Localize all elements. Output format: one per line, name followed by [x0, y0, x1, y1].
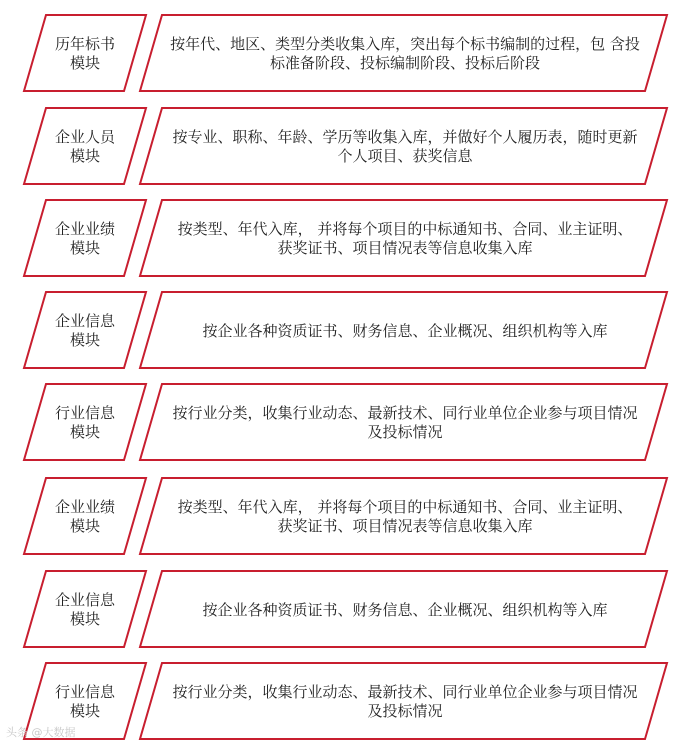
module-label: 企业信息模块 — [54, 591, 115, 628]
module-label: 企业业绩模块 — [54, 220, 115, 257]
module-desc-box — [148, 478, 662, 556]
module-desc: 按专业、职称、年龄、学历等收集入库，并做好个人履历表，随时更新个人项目、获奖信息 — [172, 128, 638, 165]
module-label: 企业信息模块 — [54, 312, 115, 349]
module-label-box — [24, 15, 146, 93]
module-label: 企业业绩模块 — [54, 498, 115, 535]
module-desc-box — [148, 571, 662, 649]
module-label: 历年标书模块 — [54, 35, 115, 72]
module-label-box — [24, 292, 146, 370]
watermark: 头条 @大数据 — [6, 726, 76, 739]
module-desc-box — [148, 663, 662, 741]
module-label-box — [24, 384, 146, 462]
module-desc: 按年代、地区、类型分类收集入库，突出每个标书编制的过程，包 含投标准备阶段、投标编制阶段、投标后阶段 — [170, 35, 640, 72]
module-desc-box — [148, 108, 662, 186]
module-label-box — [24, 108, 146, 186]
module-desc: 按行业分类，收集行业动态、最新技术、同行业单位企业参与项目情况及投标情况 — [172, 683, 638, 720]
module-desc: 按企业各种资质证书、财务信息、企业概况、组织机构等入库 — [202, 321, 608, 340]
module-desc: 按类型、年代入库， 并将每个项目的中标通知书、合同、业主证明、 获奖证书、项目情况表等信息收集入库 — [177, 220, 633, 257]
module-label-box — [24, 571, 146, 649]
module-desc-box — [148, 200, 662, 278]
module-desc: 按行业分类，收集行业动态、最新技术、同行业单位企业参与项目情况及投标情况 — [172, 404, 638, 441]
module-label: 企业人员模块 — [54, 128, 115, 165]
module-desc-box — [148, 15, 662, 93]
module-desc: 按类型、年代入库， 并将每个项目的中标通知书、合同、业主证明、 获奖证书、项目情况表等信息收集入库 — [177, 498, 633, 535]
module-label-box — [24, 200, 146, 278]
module-desc-box — [148, 292, 662, 370]
module-label-box — [24, 478, 146, 556]
module-label: 行业信息模块 — [54, 404, 115, 441]
module-label: 行业信息模块 — [54, 683, 115, 720]
module-desc-box — [148, 384, 662, 462]
module-desc: 按企业各种资质证书、财务信息、企业概况、组织机构等入库 — [202, 600, 608, 619]
